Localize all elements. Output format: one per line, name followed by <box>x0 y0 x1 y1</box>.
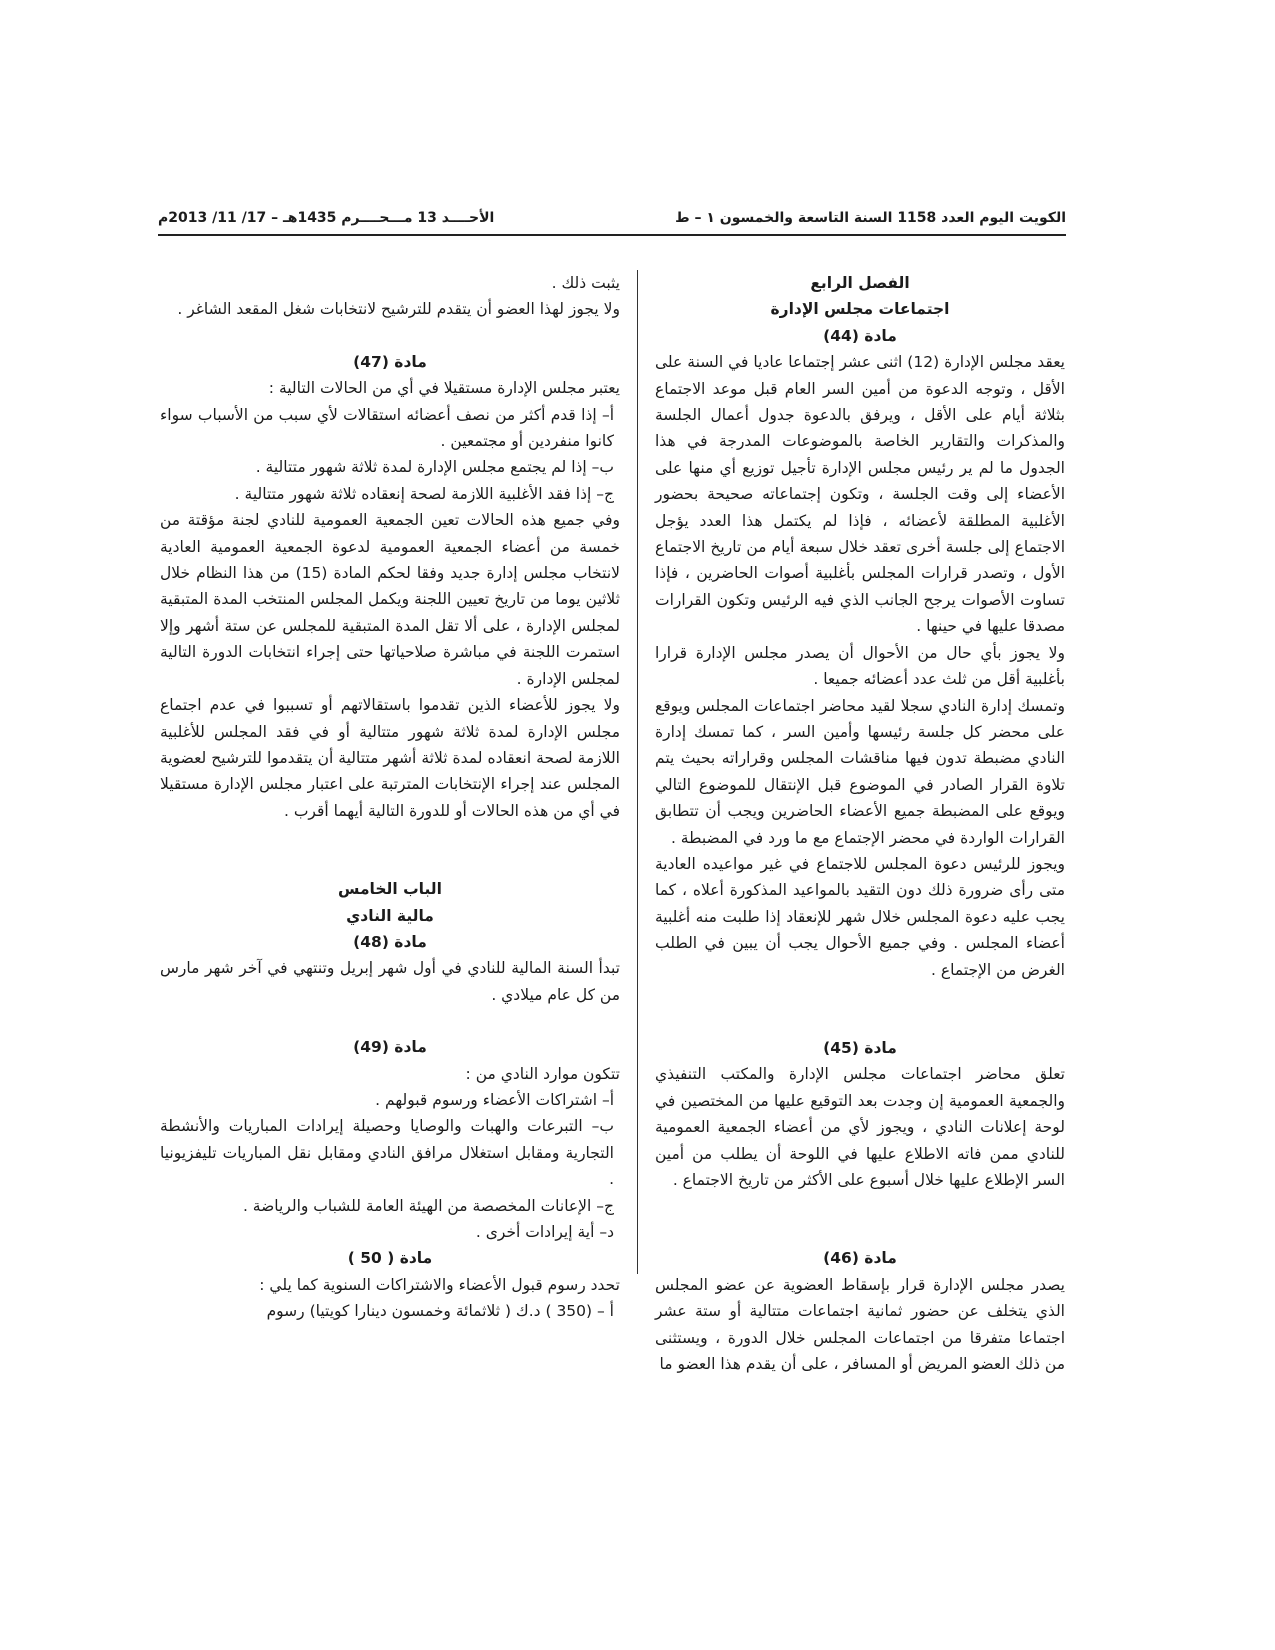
article-44-title: مادة (44) <box>823 326 897 345</box>
continuation-text: يثبت ذلك . <box>551 274 620 292</box>
article-44-paragraph: يعقد مجلس الإدارة (12) اثنى عشر إجتماعا عاديا في السنة على الأقل ، وتوجه الدعوة من أمين السر العام قبل موعد الاجتماع بثلاثة أيام على الأقل ، ويرفق بالدعوة جدول أعمال الجلسة والمذكرات والتقارير الخاصة بالموضوعات المدرجة في هذا الجدول ما لم ير رئيس مجلس الإدارة تأجيل توزيع أي منها على الأعضاء إلى وقت الجلسة ، وتكون إجتماعاته صحيحة بحضور الأغلبية المطلقة لأعضائه ، فإذا لم يكتمل هذا العدد يؤجل الاجتماع إلى جلسة أخرى تعقد خلال سبعة أيام من تاريخ الاجتماع الأول ، وتصدر قرارات المجلس بأغلبية أصوات الحاضرين ، فإذا تساوت الأصوات يرجح الجانب الذي فيه الرئيس وتكون القرارات مصدقا عليها في حينها . <box>655 353 1065 636</box>
article-49-intro: تتكون موارد النادي من : <box>465 1064 620 1083</box>
article-45-paragraph: تعلق محاضر اجتماعات مجلس الإدارة والمكتب التنفيذي والجمعية العمومية إن وجدت بعد التوقيع عليها من المختصين في لوحة إعلانات النادي ، ويجوز لأي من أعضاء الجمعية العمومية للنادي ممن فاته الاطلاع عليها في اللوحة أن يطلب من أمين السر الإطلاع عليها خلال أسبوع على الأكثر من تاريخ الاجتماع . <box>655 1065 1065 1189</box>
article-47-item: ج– إذا فقد الأغلبية اللازمة لصحة إنعقاده ثلاثة شهور متتالية . <box>234 484 614 503</box>
part-title: الباب الخامس <box>338 880 442 899</box>
article-49-item: د– أية إيرادات أخرى . <box>475 1223 614 1241</box>
header-date: الأحــــد 13 مـــحــــرم 1435هـ – 17/ 11/ 2013م <box>158 210 495 226</box>
article-45-title: مادة (45) <box>823 1038 897 1057</box>
column-divider <box>637 270 638 1274</box>
article-47-title: مادة (47) <box>353 352 427 371</box>
article-49-item: ج– الإعانات المخصصة من الهيئة العامة للشباب والرياضة . <box>242 1196 614 1215</box>
article-46-paragraph: يصدر مجلس الإدارة قرار بإسقاط العضوية عن عضو المجلس الذي يتخلف عن حضور ثمانية اجتماعات متتالية أو ستة عشر اجتماعا متفرقا من اجتماعات المجلس خلال الدورة ، ويستثنى من ذلك العضو المريض أو المسافر ، على أن يقدم هذا العضو ما <box>655 1275 1065 1374</box>
continuation-text: ولا يجوز لهذا العضو أن يتقدم للترشيح لانتخابات شغل المقعد الشاغر . <box>177 300 620 319</box>
article-49-title: مادة (49) <box>353 1038 427 1057</box>
article-46-title: مادة (46) <box>823 1249 897 1268</box>
header-issue-info: الكويت اليوم العدد 1158 السنة التاسعة والخمسون ١ – ط <box>675 210 1066 226</box>
article-44-paragraph: ويجوز للرئيس دعوة المجلس للاجتماع في غير مواعيده العادية متى رأى ضرورة ذلك دون التقيد بالمواعيد المذكورة أعلاه ، كما يجب عليه دعوة المجلس خلال شهر للإنعقاد إذا طلبت منه أغلبية أعضاء المجلس . وفي جميع الأحوال يجب أن يبين في الطلب الغرض من الإجتماع . <box>655 854 1065 979</box>
article-47-item: ب– إذا لم يجتمع مجلس الإدارة لمدة ثلاثة شهور متتالية . <box>255 458 614 477</box>
article-48-paragraph: تبدأ السنة المالية للنادي في أول شهر إبريل وتنتهي في آخر شهر مارس من كل عام ميلادي . <box>160 959 620 1004</box>
page-header <box>158 210 1066 236</box>
article-48-title: مادة (48) <box>353 932 427 951</box>
chapter-title: الفصل الرابع <box>810 274 910 292</box>
article-47-intro: يعتبر مجلس الإدارة مستقيلا في أي من الحالات التالية : <box>268 379 620 398</box>
article-47-item: أ– إذا قدم أكثر من نصف أعضائه استقالات لأي سبب من الأسباب سواء كانوا منفردين أو مجتمعين . <box>160 405 614 451</box>
part-subtitle: مالية النادي <box>346 906 434 925</box>
article-47-paragraph: ولا يجوز للأعضاء الذين تقدموا باستقالاتهم أو تسببوا في عدم اجتماع مجلس الإدارة لمدة ثلاثة شهور متتالية أو في فقد المجلس للأغلبية اللازمة لصحة انعقاده لمدة ثلاثة أشهر متتالية أن يتقدموا للترشيح لعضوية المجلس عند إجراء الإنتخابات المترتبة على اعتبار مجلس الإدارة مستقيلا في أي من هذه الحالات أو للدورة التالية أيهما أقرب . <box>160 696 620 820</box>
article-50-title: مادة ( 50 ) <box>347 1249 433 1268</box>
article-44-paragraph: وتمسك إدارة النادي سجلا لقيد محاضر اجتماعات المجلس ويوقع على محضر كل جلسة رئيسها وأمين السر ، كما تمسك إدارة النادي مضبطة تدون فيها مناقشات المجلس وقراراته بحيث يتم تلاوة القرار الصادر في الموضوع قبل الإنتقال للموضوع التالي ويوقع على المضبطة جميع الأعضاء الحاضرين ويجب أن تتطابق القرارات الواردة في محضر الإجتماع مع ما ورد في المضبطة . <box>655 696 1065 847</box>
article-44-paragraph: ولا يجوز بأي حال من الأحوال أن يصدر مجلس الإدارة قرارا بأغلبية أقل من ثلث عدد أعضائه جميعا . <box>655 643 1065 689</box>
article-50-item: أ – (350 ) د.ك ( ثلاثمائة وخمسون دينارا كويتيا) رسوم <box>266 1302 614 1321</box>
article-49-item: ب– التبرعات والهبات والوصايا وحصيلة إيرادات المباريات والأنشطة التجارية ومقابل استغلال مرافق النادي ومقابل نقل المباريات تليفزيونيا . <box>160 1117 614 1189</box>
article-47-paragraph: وفي جميع هذه الحالات تعين الجمعية العمومية للنادي لجنة مؤقتة من خمسة من أعضاء الجمعية العمومية لدعوة الجمعية العمومية العادية لانتخاب مجلس إدارة جديد وفقا لحكم المادة (15) من هذا النظام خلال ثلاثين يوما من تاريخ تعيين اللجنة ويكمل المجلس المنتخب المدة المتبقية لمجلس الإدارة ، على ألا تقل المدة المتبقية للمجلس عن ستة أشهر وإلا استمرت اللجنة في مباشرة صلاحياتها حتى إجراء انتخابات الدورة التالية لمجلس الإدارة . <box>160 511 620 688</box>
article-50-intro: تحدد رسوم قبول الأعضاء والاشتراكات السنوية كما يلي : <box>259 1275 620 1294</box>
right-column <box>655 270 1065 1377</box>
article-49-item: أ– اشتراكات الأعضاء ورسوم قبولهم . <box>375 1090 614 1109</box>
left-column <box>160 270 620 1325</box>
chapter-subtitle: اجتماعات مجلس الإدارة <box>770 300 950 319</box>
